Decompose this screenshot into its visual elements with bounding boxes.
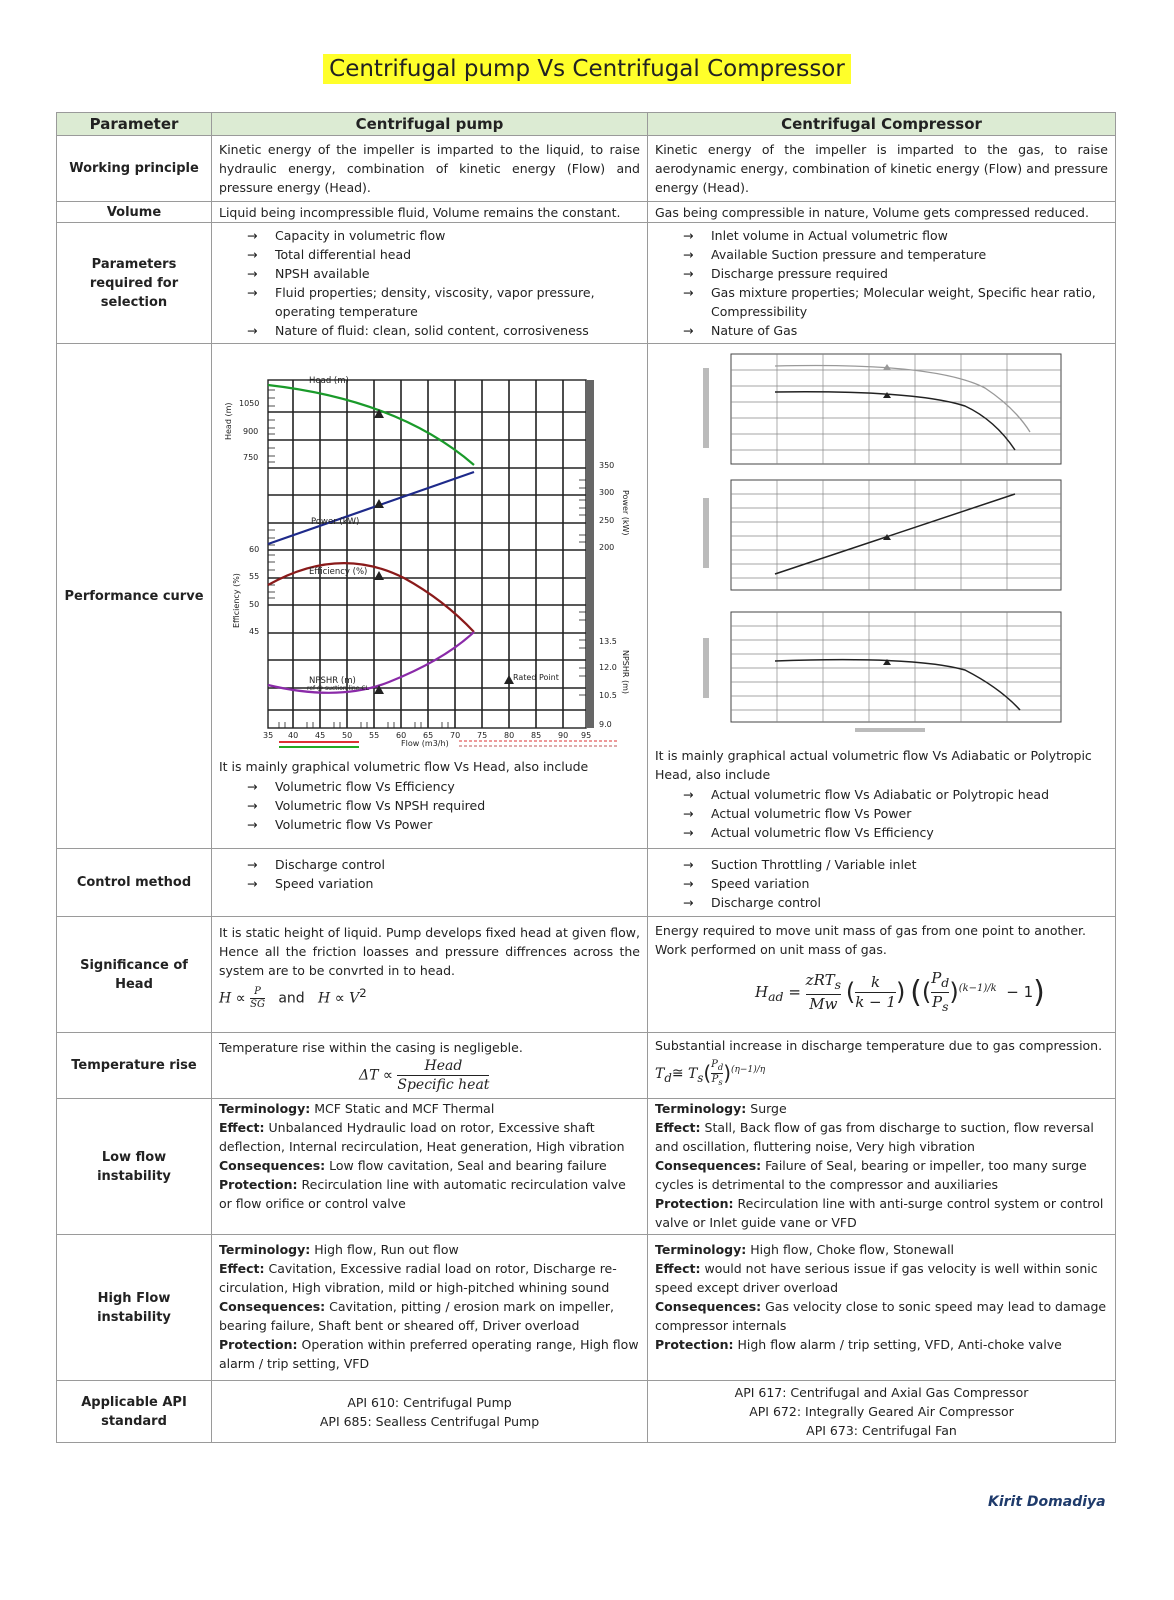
pump-lowflow	[212, 1099, 648, 1235]
list-item: → Volumetric flow Vs Efficiency	[247, 777, 640, 796]
head-label: Head (m)	[309, 376, 349, 386]
pump-chart-right-bar	[586, 380, 594, 728]
value: Recirculation line with automatic recirculation valve or flow orifice or control valve	[219, 1177, 626, 1211]
npsh-tick: 12.0	[599, 663, 617, 672]
pump-performance	[212, 344, 648, 849]
label: Consequences:	[655, 1158, 762, 1173]
flow-xaxis-caption	[855, 728, 925, 732]
npsh-tick: 9.0	[599, 720, 612, 729]
compressor-performance	[648, 344, 1116, 849]
x-tick: 35	[263, 731, 274, 740]
list-item: → Actual volumetric flow Vs Power	[683, 804, 1108, 823]
pump-working: Kinetic energy of the impeller is imparted to the liquid, to raise hydraulic energy, combination of kinetic energy (Flow) and pressure energy (Head).	[212, 136, 648, 202]
compressor-selection	[648, 223, 1116, 344]
compressor-temperature	[648, 1033, 1116, 1099]
param-highflow: High Flow instability	[57, 1235, 212, 1381]
pump-volume: Liquid being incompressible fluid, Volume remains the constant.	[212, 202, 648, 223]
value: High flow alarm / trip setting, VFD, Anti-choke valve	[733, 1337, 1062, 1352]
value: Gas velocity close to sonic speed may lead to damage compressor internals	[655, 1299, 1107, 1333]
list-item: → Suction Throttling / Variable inlet	[683, 855, 1108, 874]
comparison-table	[56, 112, 1116, 1443]
power-chart-frame	[731, 480, 1061, 590]
compressor-power-chart	[703, 480, 1061, 590]
x-tick: 45	[315, 731, 326, 740]
x-tick: 60	[396, 731, 407, 740]
power-tick: 200	[599, 543, 615, 552]
pump-control	[212, 849, 648, 917]
row-performance	[57, 344, 1116, 849]
label: Effect:	[219, 1261, 265, 1276]
yaxis-efficiency-label: Efficiency (%)	[232, 573, 241, 628]
x-tick: 75	[477, 731, 488, 740]
compressor-head-chart	[703, 354, 1061, 464]
list-item: → Gas mixture properties; Molecular weight, Specific hear ratio, Compressibility	[683, 283, 1108, 321]
row-selection	[57, 223, 1116, 344]
list-item: → Actual volumetric flow Vs Adiabatic or Polytropic head	[683, 785, 1108, 804]
row-working	[57, 136, 1116, 202]
header-compressor: Centrifugal Compressor	[648, 113, 1116, 136]
head-yaxis-caption	[703, 368, 709, 448]
label: Terminology:	[219, 1101, 311, 1116]
npsh-tick: 13.5	[599, 637, 617, 646]
pump-performance-chart	[219, 350, 639, 750]
title-wrap	[0, 54, 1174, 84]
x-tick: 40	[288, 731, 299, 740]
x-tick: 80	[504, 731, 515, 740]
value: Recirculation line with anti-surge control system or control valve or Inlet guide vane or VFD	[655, 1196, 1104, 1230]
eff-tick: 50	[249, 600, 260, 609]
list-item: → Available Suction pressure and temperature	[683, 245, 1108, 264]
pump-control-list	[219, 855, 640, 893]
list-item: → Actual volumetric flow Vs Efficiency	[683, 823, 1108, 842]
param-volume: Volume	[57, 202, 212, 223]
compressor-performance-intro: It is mainly graphical actual volumetric flow Vs Adiabatic or Polytropic Head, also include	[655, 748, 1092, 782]
label: Effect:	[655, 1261, 701, 1276]
compressor-efficiency-chart	[703, 612, 1061, 732]
list-item: → NPSH available	[247, 264, 640, 283]
value: Failure of Seal, bearing or impeller, too many surge cycles is detrimental to the compressor and auxiliaries	[655, 1158, 1087, 1192]
power-tick: 300	[599, 488, 615, 497]
head-tick: 900	[243, 427, 259, 436]
x-tick: 50	[342, 731, 353, 740]
power-tick: 350	[599, 461, 615, 470]
compressor-control-list	[655, 855, 1108, 912]
list-item: → Inlet volume in Actual volumetric flow	[683, 226, 1108, 245]
x-tick: 95	[581, 731, 592, 740]
row-api	[57, 1381, 1116, 1443]
compressor-performance-chart	[695, 348, 1115, 744]
value: Operation within preferred operating range, High flow alarm / trip setting, VFD	[219, 1337, 639, 1371]
npshr-label: NPSHR (m)	[309, 676, 356, 686]
value: High flow, Choke flow, Stonewall	[746, 1242, 955, 1257]
compressor-api	[648, 1381, 1116, 1443]
row-head	[57, 917, 1116, 1033]
header-row	[57, 113, 1116, 136]
api-item: API 673: Centrifugal Fan	[806, 1423, 957, 1438]
label: Consequences:	[655, 1299, 762, 1314]
eff-tick: 55	[249, 572, 260, 581]
header-pump: Centrifugal pump	[212, 113, 648, 136]
compressor-selection-list	[655, 226, 1108, 340]
pump-api	[212, 1381, 648, 1443]
compressor-control	[648, 849, 1116, 917]
power-tick: 250	[599, 516, 615, 525]
npsh-tick: 10.5	[599, 691, 617, 700]
flow-axis-label: Flow (m3/h)	[401, 739, 449, 748]
efficiency-yaxis-caption	[703, 638, 709, 698]
head-tick: 750	[243, 453, 259, 462]
label: Effect:	[655, 1120, 701, 1135]
label: Effect:	[219, 1120, 265, 1135]
list-item: → Total differential head	[247, 245, 640, 264]
pump-highflow	[212, 1235, 648, 1381]
compressor-temperature-text: Substantial increase in discharge temperature due to gas compression.	[655, 1038, 1103, 1053]
label: Protection:	[219, 1177, 298, 1192]
row-highflow	[57, 1235, 1116, 1381]
list-item: → Speed variation	[683, 874, 1108, 893]
x-tick: 65	[423, 731, 434, 740]
yaxis-head-label: Head (m)	[224, 402, 233, 440]
label: Protection:	[655, 1337, 734, 1352]
yaxis-power-label: Power (kW)	[621, 490, 630, 536]
x-tick: 70	[450, 731, 461, 740]
list-item: → Discharge pressure required	[683, 264, 1108, 283]
pump-selection-list	[219, 226, 640, 340]
author-signature: Kirit Domadiya	[988, 1494, 1106, 1510]
param-head: Significance of Head	[57, 917, 212, 1033]
eff-tick: 45	[249, 627, 260, 636]
value: would not have serious issue if gas velocity is well within sonic speed except driver overload	[655, 1261, 1098, 1295]
page-title: Centrifugal pump Vs Centrifugal Compressor	[323, 54, 851, 84]
label: Terminology:	[219, 1242, 311, 1257]
pump-temperature-formula: ΔT ∝ Head Specific heat	[359, 1058, 490, 1093]
row-volume	[57, 202, 1116, 223]
value: Cavitation, pitting / erosion mark on impeller, bearing failure, Shaft bent or sheared off, Driver overload	[219, 1299, 615, 1333]
param-selection: Parameters required for selection	[57, 223, 212, 344]
label: Consequences:	[219, 1299, 326, 1314]
row-lowflow	[57, 1099, 1116, 1235]
param-working: Working principle	[57, 136, 212, 202]
compressor-head-formula: $H_{ad}$ = zRT$_s$ Mw ( $\frac{k}{k - 1}$ ) (( $\frac{P_d}{P_s}$ )$^{(k-1)/k}$ − 1)	[755, 969, 1045, 1014]
compressor-working: Kinetic energy of the impeller is imparted to the gas, to raise aerodynamic energy, combination of kinetic energy (Flow) and pressure energy (Head).	[648, 136, 1116, 202]
pump-head	[212, 917, 648, 1033]
param-temperature: Temperature rise	[57, 1033, 212, 1099]
x-tick: 55	[369, 731, 380, 740]
rated-point-label: Rated Point	[513, 673, 559, 682]
compressor-volume: Gas being compressible in nature, Volume gets compressed reduced.	[648, 202, 1116, 223]
compressor-lowflow	[648, 1099, 1116, 1235]
x-tick: 90	[558, 731, 569, 740]
pump-selection	[212, 223, 648, 344]
api-item: API 685: Sealless Centrifugal Pump	[319, 1413, 540, 1429]
power-yaxis-caption	[703, 498, 709, 568]
value: Low flow cavitation, Seal and bearing failure	[325, 1158, 607, 1173]
npshr-sub-label: ref @ suction line CL	[307, 685, 369, 692]
value: Unbalanced Hydraulic load on rotor, Excessive shaft deflection, Internal recirculation, Heat generation, High vibration	[219, 1120, 625, 1154]
label: Protection:	[655, 1196, 734, 1211]
api-item: API 610: Centrifugal Pump	[347, 1394, 512, 1410]
value: MCF Static and MCF Thermal	[310, 1101, 495, 1116]
list-item: → Fluid properties; density, viscosity, vapor pressure, operating temperature	[247, 283, 640, 321]
list-item: → Volumetric flow Vs NPSH required	[247, 796, 640, 815]
param-performance: Performance curve	[57, 344, 212, 849]
x-tick: 85	[531, 731, 542, 740]
efficiency-chart-frame	[731, 612, 1061, 722]
api-item: API 672: Integrally Geared Air Compressor	[749, 1404, 1014, 1419]
param-api: Applicable API standard	[57, 1381, 212, 1443]
list-item: → Speed variation	[247, 874, 640, 893]
param-lowflow: Low flow instability	[57, 1099, 212, 1235]
row-temperature	[57, 1033, 1116, 1099]
pump-head-formula: H ∝ $\frac{P}{SG}$ and $H \propto V^2$	[219, 986, 367, 1011]
label: Terminology:	[655, 1101, 747, 1116]
value: Surge	[746, 1101, 787, 1116]
pump-performance-intro: It is mainly graphical volumetric flow Vs Head, also include	[219, 759, 589, 774]
value: Stall, Back flow of gas from discharge to suction, flow reversal and oscillation, fluttering noise, Very high vibration	[655, 1120, 1094, 1154]
compressor-temperature-formula: $T_d≅$ $T_s$( $\frac{P_d}{P_s}$ )$^{(\eta-1)/\eta}$	[655, 1059, 766, 1087]
eff-tick: 60	[249, 545, 260, 554]
label: Protection:	[219, 1337, 298, 1352]
value: High flow, Run out flow	[310, 1242, 459, 1257]
value: Cavitation, Excessive radial load on rotor, Discharge re-circulation, High vibration, mild or high-pitched whining sound	[219, 1261, 617, 1295]
power-label: Power (kW)	[311, 517, 360, 527]
compressor-performance-list	[655, 785, 1108, 842]
list-item: → Volumetric flow Vs Power	[247, 815, 640, 834]
list-item: → Nature of fluid: clean, solid content, corrosiveness	[247, 321, 640, 340]
list-item: → Discharge control	[683, 893, 1108, 912]
list-item: → Capacity in volumetric flow	[247, 226, 640, 245]
header-parameter: Parameter	[57, 113, 212, 136]
pump-temperature	[212, 1033, 648, 1099]
param-control: Control method	[57, 849, 212, 917]
pump-head-and: and	[278, 990, 305, 1007]
row-control	[57, 849, 1116, 917]
pump-head-text: It is static height of liquid. Pump develops fixed head at given flow, Hence all the friction loasses and pressure diffrences across the system are to be convrted in to head.	[219, 925, 640, 978]
yaxis-npshr-label: NPSHR (m)	[621, 650, 630, 695]
pump-performance-list	[219, 777, 640, 834]
efficiency-label: Efficiency (%)	[309, 567, 368, 577]
compressor-head-text: Energy required to move unit mass of gas from one point to another. Work performed on unit mass of gas.	[655, 923, 1086, 957]
api-item: API 617: Centrifugal and Axial Gas Compressor	[734, 1385, 1029, 1400]
list-item: → Discharge control	[247, 855, 640, 874]
compressor-head	[648, 917, 1116, 1033]
head-tick: 1050	[239, 399, 260, 408]
compressor-highflow	[648, 1235, 1116, 1381]
pump-temperature-text: Temperature rise within the casing is negligeble.	[219, 1040, 523, 1055]
label: Consequences:	[219, 1158, 326, 1173]
list-item: → Nature of Gas	[683, 321, 1108, 340]
label: Terminology:	[655, 1242, 747, 1257]
